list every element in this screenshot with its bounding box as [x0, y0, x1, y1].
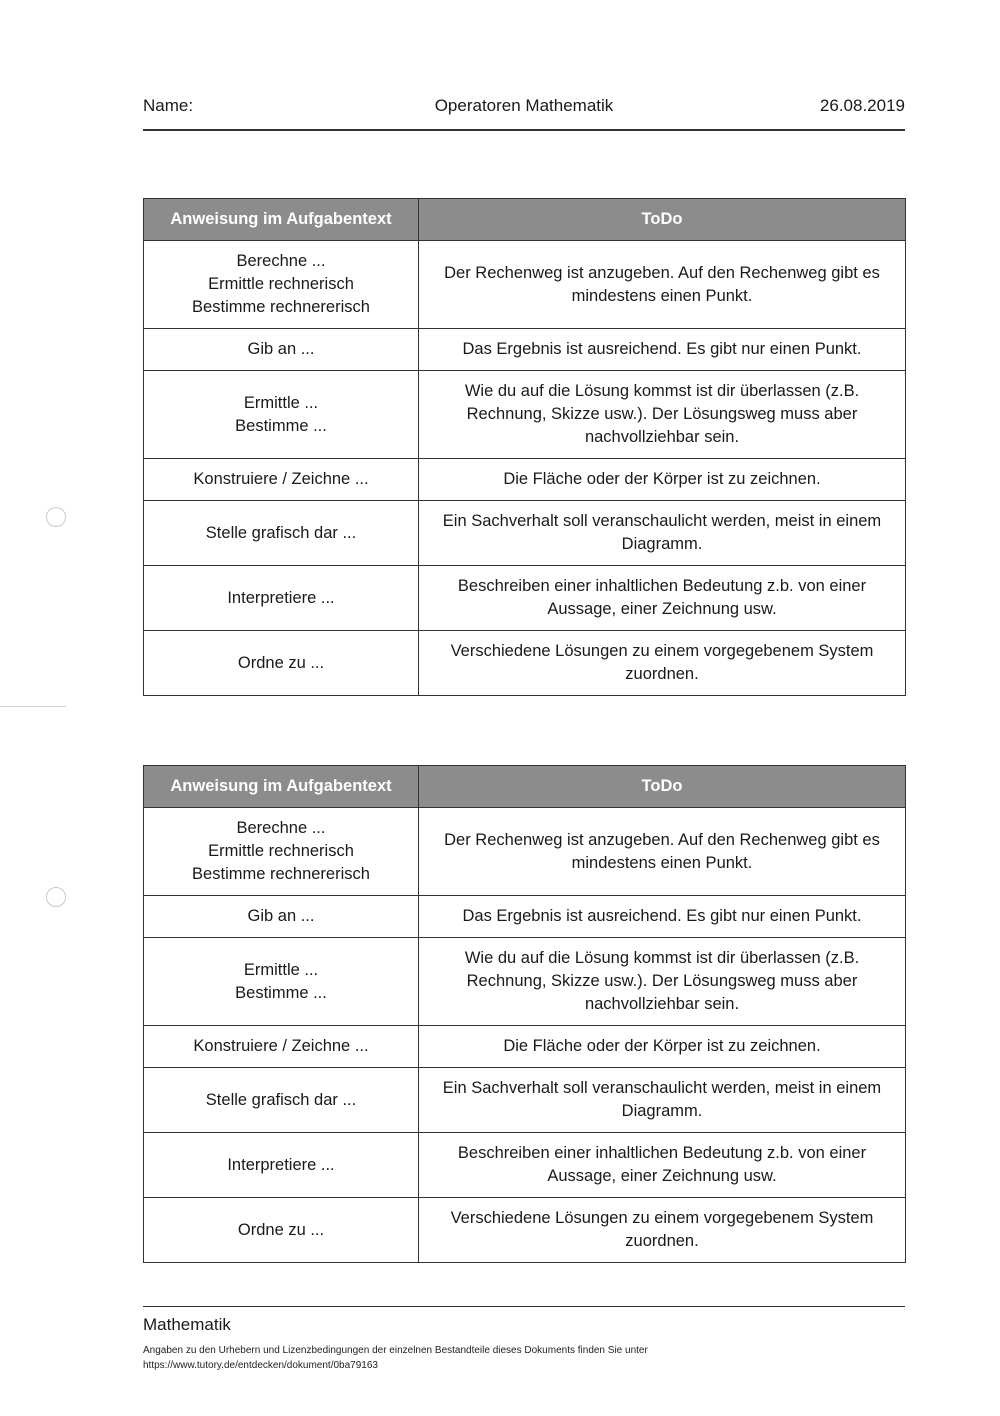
- operators-table: [143, 765, 906, 1263]
- todo-cell: Ein Sachverhalt soll veranschaulicht werden, meist in einem Diagramm.: [419, 1068, 906, 1133]
- table-row: [144, 1026, 906, 1068]
- table-row: [144, 501, 906, 566]
- table-row: [144, 896, 906, 938]
- instruction-cell: Berechne ... Ermittle rechnerisch Bestimme rechnererisch: [144, 808, 419, 896]
- todo-cell: Die Fläche oder der Körper ist zu zeichnen.: [419, 1026, 906, 1068]
- table-row: [144, 241, 906, 329]
- column-header-todo: ToDo: [419, 199, 906, 241]
- table-row: [144, 1133, 906, 1198]
- column-header-instruction: Anweisung im Aufgabentext: [144, 199, 419, 241]
- todo-cell: Verschiedene Lösungen zu einem vorgegebenem System zuordnen.: [419, 631, 906, 696]
- table-row: [144, 631, 906, 696]
- instruction-cell: Ordne zu ...: [144, 631, 419, 696]
- table-row: [144, 938, 906, 1026]
- instruction-cell: Ordne zu ...: [144, 1198, 419, 1263]
- todo-cell: Wie du auf die Lösung kommst ist dir überlassen (z.B. Rechnung, Skizze usw.). Der Lösungsweg muss aber nachvollziehbar sein.: [419, 938, 906, 1026]
- instruction-cell: Ermittle ... Bestimme ...: [144, 371, 419, 459]
- page-header: [143, 94, 905, 118]
- license-text: Angaben zu den Urhebern und Lizenzbedingungen der einzelnen Bestandteile dieses Dokuments finden Sie unter: [143, 1345, 648, 1356]
- instruction-cell: Gib an ...: [144, 896, 419, 938]
- instruction-cell: Interpretiere ...: [144, 566, 419, 631]
- document-title: Operatoren Mathematik: [434, 96, 614, 115]
- footer-subject: Mathematik: [143, 1315, 231, 1334]
- table-row: [144, 329, 906, 371]
- table-row: [144, 371, 906, 459]
- document-url: https://www.tutory.de/entdecken/dokument/0ba79163: [143, 1360, 378, 1371]
- todo-cell: Der Rechenweg ist anzugeben. Auf den Rechenweg gibt es mindestens einen Punkt.: [419, 241, 906, 329]
- footer-divider: [143, 1306, 905, 1307]
- column-header-todo: ToDo: [419, 766, 906, 808]
- todo-cell: Ein Sachverhalt soll veranschaulicht werden, meist in einem Diagramm.: [419, 501, 906, 566]
- fold-mark: [0, 706, 66, 707]
- operators-table: [143, 198, 906, 696]
- punch-hole-icon: [46, 887, 66, 907]
- instruction-cell: Berechne ... Ermittle rechnerisch Bestimme rechnererisch: [144, 241, 419, 329]
- table-row: [144, 459, 906, 501]
- document-date: 26.08.2019: [819, 96, 905, 115]
- table-row: [144, 1068, 906, 1133]
- instruction-cell: Ermittle ... Bestimme ...: [144, 938, 419, 1026]
- punch-hole-icon: [46, 507, 66, 527]
- instruction-cell: Interpretiere ...: [144, 1133, 419, 1198]
- instruction-cell: Stelle grafisch dar ...: [144, 501, 419, 566]
- instruction-cell: Konstruiere / Zeichne ...: [144, 459, 419, 501]
- header-divider: [143, 129, 905, 131]
- table-row: [144, 808, 906, 896]
- todo-cell: Wie du auf die Lösung kommst ist dir überlassen (z.B. Rechnung, Skizze usw.). Der Lösungsweg muss aber nachvollziehbar sein.: [419, 371, 906, 459]
- todo-cell: Das Ergebnis ist ausreichend. Es gibt nur einen Punkt.: [419, 329, 906, 371]
- table-row: [144, 566, 906, 631]
- table-header-row: [144, 766, 906, 808]
- instruction-cell: Gib an ...: [144, 329, 419, 371]
- instruction-cell: Stelle grafisch dar ...: [144, 1068, 419, 1133]
- todo-cell: Verschiedene Lösungen zu einem vorgegebenem System zuordnen.: [419, 1198, 906, 1263]
- todo-cell: Die Fläche oder der Körper ist zu zeichnen.: [419, 459, 906, 501]
- todo-cell: Das Ergebnis ist ausreichend. Es gibt nur einen Punkt.: [419, 896, 906, 938]
- table-header-row: [144, 199, 906, 241]
- table-row: [144, 1198, 906, 1263]
- instruction-cell: Konstruiere / Zeichne ...: [144, 1026, 419, 1068]
- todo-cell: Beschreiben einer inhaltlichen Bedeutung z.b. von einer Aussage, einer Zeichnung usw.: [419, 1133, 906, 1198]
- column-header-instruction: Anweisung im Aufgabentext: [144, 766, 419, 808]
- todo-cell: Beschreiben einer inhaltlichen Bedeutung z.b. von einer Aussage, einer Zeichnung usw.: [419, 566, 906, 631]
- footer-license-note: [143, 1343, 648, 1373]
- todo-cell: Der Rechenweg ist anzugeben. Auf den Rechenweg gibt es mindestens einen Punkt.: [419, 808, 906, 896]
- name-label: Name:: [143, 96, 194, 115]
